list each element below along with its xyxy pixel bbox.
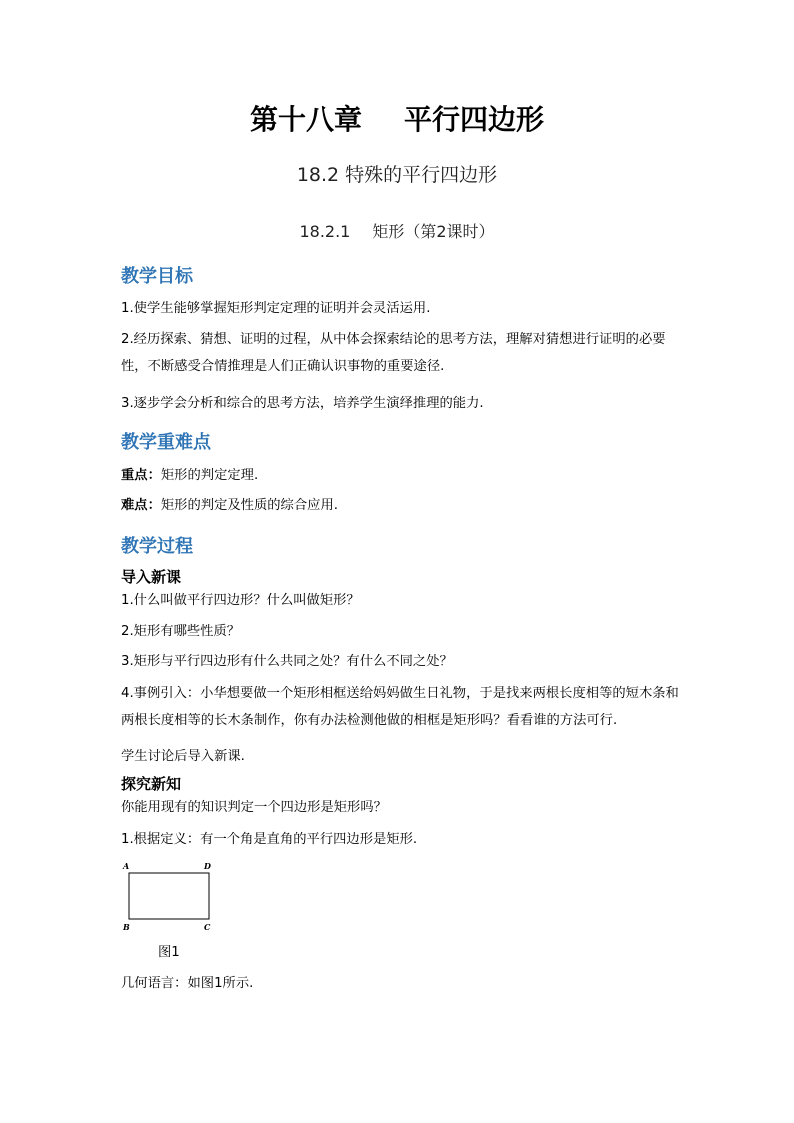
explore-heading: 探究新知 bbox=[121, 775, 182, 793]
chapter-title bbox=[0, 98, 794, 138]
vertex-label-a: A bbox=[123, 861, 130, 871]
lesson-number: 18.2.1 bbox=[299, 222, 351, 241]
section-title: 18.2 特殊的平行四边形 bbox=[296, 164, 498, 186]
vertex-label-d: D bbox=[204, 861, 211, 871]
objective-item-2: 2.经历探索、猜想、证明的过程，从中体会探索结论的思考方法，理解对猜想进行证明的必要性，不断感受合情推理是人们正确认识事物的重要途径. bbox=[121, 332, 666, 374]
intro-item-1: 1.什么叫做平行四边形？什么叫做矩形？ bbox=[121, 593, 360, 608]
rectangle-figure bbox=[118, 858, 222, 936]
key-points-heading: 教学重难点 bbox=[121, 432, 211, 453]
key-point-label: 重点： bbox=[121, 468, 161, 483]
intro-item-4: 4.事例引入：小华想要做一个矩形相框送给妈妈做生日礼物，于是找来两根长度相等的短木条和两根长度相等的长木条制作，你有办法检测他做的相框是矩形吗？看看谁的方法可行. bbox=[121, 686, 679, 728]
difficulty-line bbox=[121, 499, 338, 512]
intro-item-2: 2.矩形有哪些性质？ bbox=[121, 624, 241, 639]
objective-item-1: 1.使学生能够掌握矩形判定定理的证明并会灵活运用. bbox=[121, 301, 431, 316]
intro-closing: 学生讨论后导入新课. bbox=[121, 749, 245, 764]
figure-caption: 图1 bbox=[158, 945, 180, 960]
chapter-number: 第十八章 bbox=[249, 103, 362, 136]
rectangle-shape bbox=[129, 873, 209, 919]
objectives-heading: 教学目标 bbox=[121, 266, 193, 287]
process-heading: 教学过程 bbox=[121, 536, 193, 557]
lesson-name: 矩形（第2课时） bbox=[372, 222, 495, 241]
explore-item-1: 1.根据定义：有一个角是直角的平行四边形是矩形. bbox=[121, 832, 418, 847]
lesson-title bbox=[0, 219, 794, 242]
key-point-text: 矩形的判定定理. bbox=[160, 468, 259, 483]
geometry-language: 几何语言：如图1所示. bbox=[121, 976, 254, 991]
explore-question: 你能用现有的知识判定一个四边形是矩形吗？ bbox=[121, 800, 387, 815]
objective-item-3: 3.逐步学会分析和综合的思考方法，培养学生演绎推理的能力. bbox=[121, 396, 484, 411]
intro-item-3: 3.矩形与平行四边形有什么共同之处？有什么不同之处？ bbox=[121, 654, 453, 669]
chapter-topic: 平行四边形 bbox=[404, 103, 545, 136]
vertex-label-b: B bbox=[123, 922, 130, 932]
vertex-label-c: C bbox=[204, 922, 211, 932]
difficulty-text: 矩形的判定及性质的综合应用. bbox=[160, 498, 338, 513]
intro-heading: 导入新课 bbox=[121, 568, 182, 586]
key-point-line bbox=[121, 469, 258, 482]
difficulty-label: 难点： bbox=[121, 498, 161, 513]
